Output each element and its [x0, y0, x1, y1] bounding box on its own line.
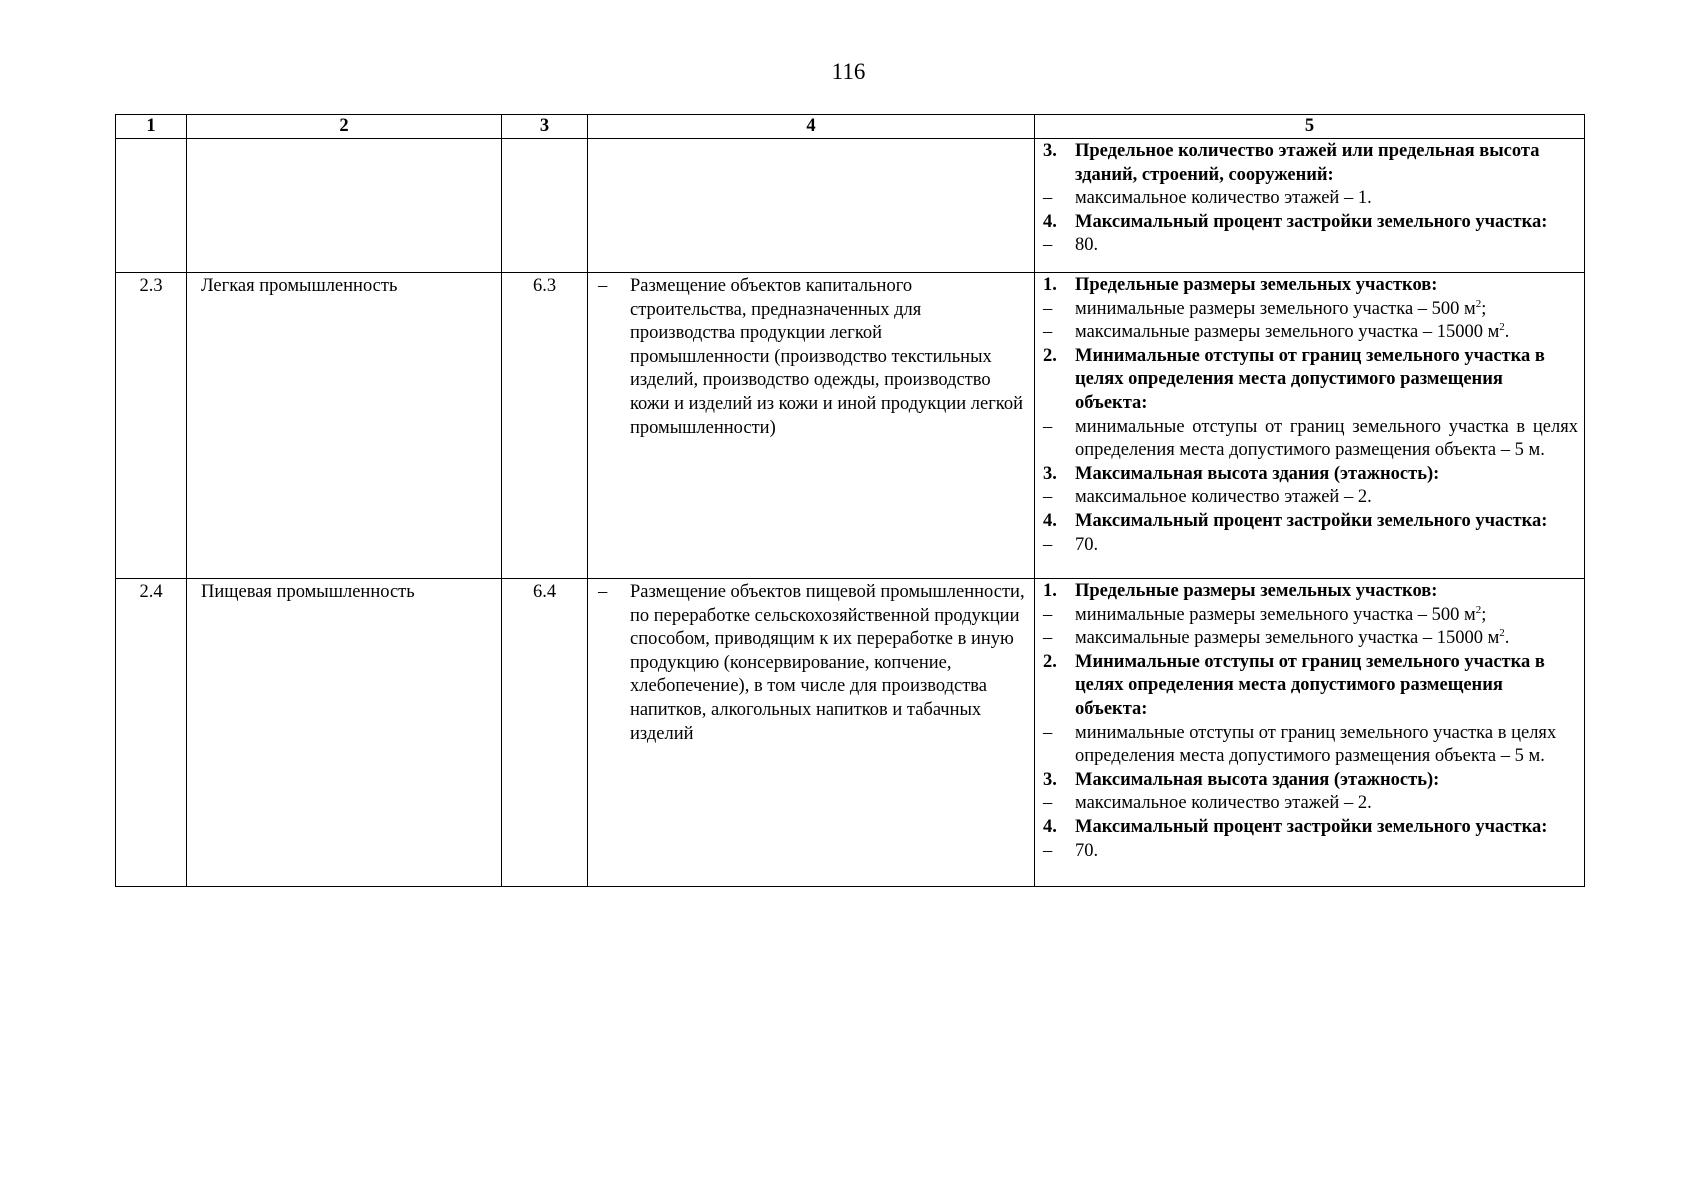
parameter-text	[1075, 321, 1578, 345]
number-marker: 2.	[1043, 345, 1057, 366]
parameter-text-main: минимальные отступы от границ земельного участка в целях определения места допустимого размещения объекта – 5 м.	[1075, 416, 1578, 461]
parameter-text	[1075, 298, 1578, 322]
parameter-heading	[1043, 816, 1578, 840]
dash-marker: –	[1043, 235, 1053, 256]
number-marker: 4.	[1043, 510, 1057, 531]
parameter-heading	[1043, 580, 1578, 604]
header-col-1: 1	[116, 115, 187, 139]
parameter-text-main: 70.	[1075, 840, 1099, 861]
parameter-text-main: минимальные размеры земельного участка – 500 м	[1075, 298, 1476, 319]
dash-marker: –	[1043, 298, 1053, 319]
parameter-text-main: 70.	[1075, 534, 1099, 555]
dash-marker: –	[1043, 416, 1053, 437]
parameter-text	[1075, 651, 1578, 722]
number-marker: 1.	[1043, 581, 1057, 601]
number-marker: 1.	[1043, 275, 1057, 295]
use-name-cell: Легкая промышленность	[187, 273, 502, 579]
parameter-heading	[1043, 140, 1578, 187]
use-description-cell	[588, 273, 1035, 579]
header-col-5: 5	[1035, 115, 1585, 139]
parameter-text-main: Максимальная высота здания (этажность):	[1075, 769, 1440, 790]
parameter-text-main: Предельное количество этажей или предельная высота зданий, строений, сооружений:	[1075, 141, 1540, 185]
header-col-3: 3	[502, 115, 588, 139]
parameter-heading	[1043, 769, 1578, 793]
dash-marker: –	[1043, 793, 1053, 814]
parameter-text-main: Минимальные отступы от границ земельного участка в целях определения места допустимого размещения объекта:	[1075, 345, 1545, 413]
parameter-text-tail: ;	[1481, 604, 1487, 625]
dash-marker: –	[598, 276, 608, 296]
use-name-cell	[187, 139, 502, 273]
parameter-text	[1075, 345, 1578, 416]
parameter-text-main: максимальное количество этажей – 2.	[1075, 793, 1372, 814]
dash-marker: –	[1043, 534, 1053, 555]
parameter-value	[1043, 486, 1578, 510]
parameter-value	[1043, 722, 1578, 769]
parameter-heading	[1043, 510, 1578, 534]
description-item	[598, 581, 1026, 746]
parameter-text	[1075, 274, 1578, 298]
header-col-2: 2	[187, 115, 502, 139]
use-description-cell	[588, 139, 1035, 273]
parameter-text-tail: .	[1504, 322, 1510, 343]
number-marker: 3.	[1043, 463, 1057, 484]
parameter-value	[1043, 187, 1578, 211]
parameter-heading	[1043, 345, 1578, 416]
parameter-text-tail: .	[1504, 628, 1510, 649]
description-text: Размещение объектов пищевой промышленности, по переработке сельскохозяйственной продукции способом, приводящим к их переработке в иную продукцию (консервирование, копчение, хлебопечение), в том числе для производства напитков, алкогольных напитков и табачных изделий	[630, 582, 1025, 744]
parameter-text-main: 80.	[1075, 235, 1099, 256]
dash-marker: –	[1043, 487, 1053, 508]
parameter-text	[1075, 722, 1578, 769]
number-marker: 2.	[1043, 651, 1057, 672]
parameter-value	[1043, 298, 1578, 322]
parameter-text-main: Предельные размеры земельных участков:	[1075, 275, 1438, 295]
parameter-heading	[1043, 274, 1578, 298]
parameter-text	[1075, 792, 1578, 816]
parameter-text	[1075, 627, 1578, 651]
description-text: Размещение объектов капитального строительства, предназначенных для производства продукции легкой промышленности (производство текстильных изделий, производство одежды, производство кожи и изделий из кожи и иной продукции легкой промышленности)	[630, 276, 1023, 438]
parameter-text-main: минимальные отступы от границ земельного участка в целях определения места допустимого размещения объекта – 5 м.	[1075, 722, 1557, 767]
parameter-text	[1075, 211, 1578, 235]
parameter-text-main: Предельные размеры земельных участков:	[1075, 581, 1438, 601]
parameter-value	[1043, 534, 1578, 558]
parameter-text-main: Минимальные отступы от границ земельного участка в целях определения места допустимого размещения объекта:	[1075, 651, 1545, 719]
header-col-4: 4	[588, 115, 1035, 139]
unit-superscript: 2	[1475, 603, 1482, 616]
use-description-cell	[588, 579, 1035, 887]
parameter-text-main: максимальные размеры земельного участка – 15000 м	[1075, 628, 1500, 649]
table-header-row	[116, 115, 1585, 139]
parameter-text-tail: ;	[1481, 298, 1487, 319]
table-row	[116, 273, 1585, 579]
parameter-text	[1075, 840, 1578, 864]
parameter-text	[1075, 416, 1578, 463]
parameter-text	[1075, 534, 1578, 558]
dash-marker: –	[1043, 722, 1053, 743]
dash-marker: –	[1043, 840, 1053, 861]
dash-marker: –	[1043, 604, 1053, 625]
parameter-heading	[1043, 463, 1578, 487]
unit-superscript: 2	[1475, 297, 1482, 310]
number-marker: 4.	[1043, 816, 1057, 837]
parameter-value	[1043, 604, 1578, 628]
parameter-value	[1043, 321, 1578, 345]
parameter-text	[1075, 234, 1578, 258]
parameter-value	[1043, 627, 1578, 651]
parameter-text-main: Максимальный процент застройки земельного участка:	[1075, 510, 1548, 531]
parameters-cell	[1035, 273, 1585, 579]
parameter-text	[1075, 604, 1578, 628]
parameter-value	[1043, 792, 1578, 816]
classifier-code-cell: 6.4	[502, 579, 588, 887]
classifier-code-cell: 6.3	[502, 273, 588, 579]
number-marker: 3.	[1043, 769, 1057, 790]
parameter-value	[1043, 234, 1578, 258]
parameters-cell	[1035, 139, 1585, 273]
dash-marker: –	[1043, 628, 1053, 649]
use-name-cell: Пищевая промышленность	[187, 579, 502, 887]
parameters-cell	[1035, 579, 1585, 887]
parameter-text	[1075, 187, 1578, 211]
dash-marker: –	[1043, 322, 1053, 343]
parameter-text	[1075, 140, 1578, 187]
parameter-heading	[1043, 651, 1578, 722]
number-marker: 4.	[1043, 211, 1057, 232]
parameter-text	[1075, 816, 1578, 840]
parameter-text-main: максимальное количество этажей – 2.	[1075, 487, 1372, 508]
row-number-cell: 2.4	[116, 579, 187, 887]
parameter-text-main: минимальные размеры земельного участка – 500 м	[1075, 604, 1476, 625]
description-item	[598, 275, 1026, 440]
parameter-text	[1075, 510, 1578, 534]
parameter-text	[1075, 486, 1578, 510]
parameter-text-main: Максимальный процент застройки земельного участка:	[1075, 211, 1548, 232]
parameter-text-main: максимальные размеры земельного участка – 15000 м	[1075, 322, 1500, 343]
parameter-text-main: Максимальная высота здания (этажность):	[1075, 463, 1440, 484]
dash-marker: –	[598, 582, 608, 602]
unit-superscript: 2	[1499, 321, 1505, 334]
regulations-table	[115, 114, 1585, 887]
dash-marker: –	[1043, 188, 1053, 209]
table-row	[116, 139, 1585, 273]
parameter-text	[1075, 463, 1578, 487]
row-number-cell: 2.3	[116, 273, 187, 579]
parameter-text	[1075, 580, 1578, 604]
parameter-heading	[1043, 211, 1578, 235]
row-number-cell	[116, 139, 187, 273]
table-row	[116, 579, 1585, 887]
page-number: 116	[831, 59, 866, 84]
parameter-text	[1075, 769, 1578, 793]
unit-superscript: 2	[1499, 627, 1505, 640]
parameter-value	[1043, 840, 1578, 864]
number-marker: 3.	[1043, 141, 1057, 161]
classifier-code-cell	[502, 139, 588, 273]
parameter-text-main: Максимальный процент застройки земельного участка:	[1075, 816, 1548, 837]
parameter-text-main: максимальное количество этажей – 1.	[1075, 188, 1372, 209]
parameter-value	[1043, 416, 1578, 463]
